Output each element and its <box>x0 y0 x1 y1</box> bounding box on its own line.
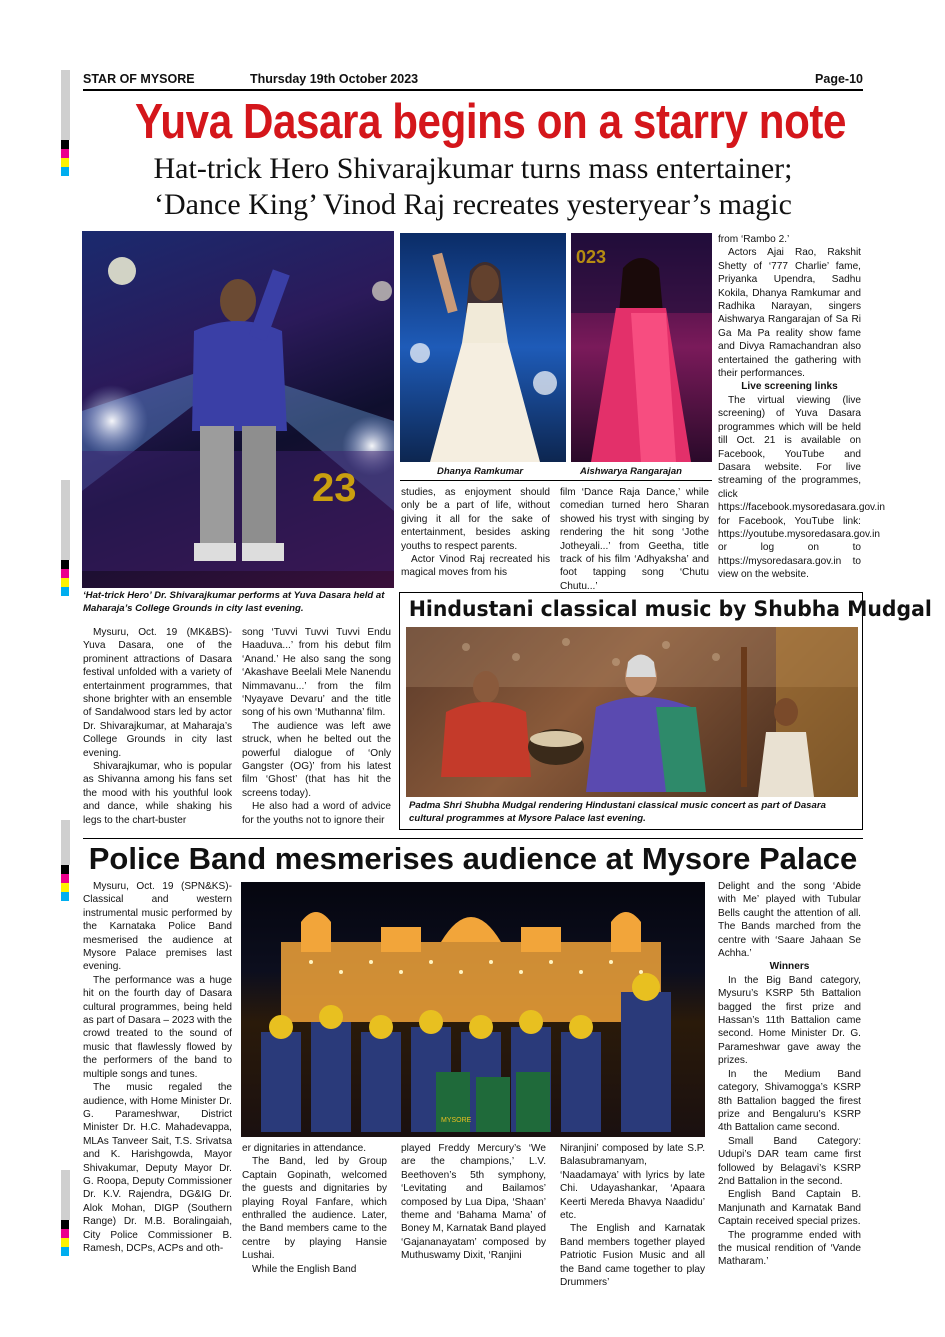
story1-col3-p2: Actor Vinod Raj recreated his magical moves from his <box>401 554 550 579</box>
story1-col5-p3: The virtual viewing (live screening) of Yuva Dasara programmes which will be held till Oct. 21 is available on Facebook, YouTube and Dasara website. For live streaming of the programmes, click https://facebook.mysoredasara.gov.in for Facebook, YouTube link: https://youtube.mysoredasara.gov.in or log on to https://mysoredasara.gov.in to view on the website. <box>718 394 886 581</box>
caption-dhanya: Dhanya Ramkumar <box>437 466 524 477</box>
story3-col5-p5: English Band Captain B. Manjunath and Karnatak Band Captain received special prizes. <box>718 1189 861 1228</box>
paper-name: STAR OF MYSORE <box>83 72 195 86</box>
photo-caption-bar <box>400 465 712 479</box>
registration-mark-top <box>61 140 69 176</box>
winners-subhead: Winners <box>769 961 810 973</box>
story3-col5-p3: In the Medium Band category, Shivamogga’s KSRP 8th Battalion bagged the firest prize and Bengaluru’s KSRP 4th Battalion came second. <box>718 1068 861 1134</box>
registration-mark-bottom <box>61 1220 69 1256</box>
story1-col4-p1: film ‘Dance Raja Dance,’ while comedian turned hero Sharan showed his tryst with singing by rendering the hit song ‘Jothe Jotheyali...’ from Geetha, title track of his film ‘Adhyaksha’ and foot tapping song ‘Chutu Chutu...’ <box>560 487 709 592</box>
story3-col4 <box>560 1142 705 1289</box>
drum-text: MYSORE <box>441 1117 472 1124</box>
shivarajkumar-caption: ‘Hat-trick Hero’ Dr. Shivarajkumar performs at Yuva Dasara held at Maharaja’s College Grounds in city last evening. <box>83 590 385 614</box>
story1-col3-p1: studies, as enjoyment should only be a part of life, without giving it all for the sake of entertainment, besides asking youths to respect parents. <box>401 487 550 552</box>
story3-col5-p1: Delight and the song ‘Abide with Me’ played with Tubular Bells caught the attention of all. The Bands marched from the centre with ‘Saare Jahaan Se Achha.’ <box>718 881 861 960</box>
issue-date: Thursday 19th October 2023 <box>250 72 419 86</box>
story3-col2 <box>242 1142 387 1276</box>
shubha-mudgal-caption: Padma Shri Shubha Mudgal rendering Hindustani classical music concert as part of Dasara cultural programmes at Mysore Palace last evening. <box>409 800 826 824</box>
story3-col5-p6: The programme ended with the musical rendition of ‘Vande Matharam.’ <box>718 1229 861 1268</box>
left-grey-bar-bottom <box>61 1170 70 1220</box>
shivarajkumar-photo <box>82 231 394 588</box>
story1-col5 <box>718 233 886 582</box>
story3-col2-p1: er dignitaries in attendance. <box>242 1143 367 1154</box>
masthead-rule <box>83 89 863 91</box>
story1-headline: Yuva Dasara begins on a starry note <box>135 95 847 149</box>
story1-deck-line1: Hat-trick Hero Shivarajkumar turns mass entertainer; <box>153 152 793 185</box>
dhanya-ramkumar-photo <box>400 233 566 462</box>
story3-col5 <box>718 880 861 1269</box>
police-band-photo <box>241 882 705 1137</box>
registration-mark-lower <box>61 865 69 901</box>
story3-headline: Police Band mesmerises audience at Mysore Palace <box>88 841 858 876</box>
story1-col2-p3: He also had a word of advice for the youths not to ignore their <box>242 801 391 826</box>
story1-deck-line2: ‘Dance King’ Vinod Raj recreates yesteryear’s magic <box>154 188 792 221</box>
story3-col3 <box>401 1142 546 1263</box>
story3-col2-p3: While the English Band <box>252 1263 357 1275</box>
story1-col5-p2: Actors Ajai Rao, Rakshit Shetty of ‘777 Charlie’ fame, Priyanka Upendra, Sadhu Kokila, Dhanya Ramkumar and Radhika Narayan, singers Aishwarya Rangarajan of Sa Ri Ga Ma Pa reality show fame and Divya Ramachandran also entertained the gathering with their performances. <box>718 247 861 380</box>
story3-col1-p1: Mysuru, Oct. 19 (SPN&KS)- Classical and western instrumental music performed by the Karnataka Police Band mesmerised the audience at Mysore Palace premises last evening. <box>83 881 232 973</box>
story3-col3-p1: played Freddy Mercury’s ‘We are the champions,’ L.V. Beethoven’s 5th symphony, ‘Levitating and Bailamos’ composed by Lua Dipa, ‘Shaan’ theme and ‘Bahama Mama’ of Boney M, Karnatak Band played ‘Gajananayatam’ composed by Muthuswamy Dixit, ‘Ranjini <box>401 1143 546 1262</box>
story1-col1-p1: Mysuru, Oct. 19 (MK&BS)- Yuva Dasara, one of the prominent attractions of Dasara festival unfolded with a variety of entertainment programmes, that shone brighter with an ensemble of Sandalwood stars led by actor Dr. Shivarajkumar, at Maharaja’s College Grounds in city last evening. <box>83 627 232 759</box>
story1-col2 <box>242 626 391 827</box>
story1-col3 <box>401 486 550 580</box>
shubha-mudgal-photo <box>406 627 858 797</box>
story3-col1-p2: The performance was a huge hit on the fourth day of Dasara cultural programmes, being held as part of Dasara – 2023 with the crowd treated to the sound of music that flawlessly flowed by the performers of the band to multiple songs and tunes. <box>83 974 232 1080</box>
aishwarya-rangarajan-photo <box>571 233 712 462</box>
story3-col5-p4: Small Band Category: Udupi’s DAR team came first followed by Belagavi’s KSRP 2nd Battalion in the second. <box>718 1135 861 1187</box>
story1-col1-p2: Shivarajkumar, who is popular as Shivanna among his fans set the mood with his youthful look and dance, while shaking his legs to the chart-buster <box>83 761 232 826</box>
caption-aishwarya: Aishwarya Rangarajan <box>580 466 682 477</box>
story1-col5-p1: from ‘Rambo 2.’ <box>718 234 790 245</box>
masthead <box>83 72 863 88</box>
live-screening-subhead: Live screening links <box>741 381 838 393</box>
svg-text:023: 023 <box>576 247 607 267</box>
left-grey-bar-lower <box>61 820 70 865</box>
story3-col5-p2: In the Big Band category, Mysuru’s KSRP 5th Battalion bagged the first prize and Hassan’s 11th Battalion came second. Home Minister Dr. G. Parameshwar gave away the prizes. <box>718 974 861 1067</box>
left-grey-bar-top <box>61 70 70 140</box>
registration-mark-mid <box>61 560 69 596</box>
page-number: Page-10 <box>815 72 863 86</box>
story3-col4-p1: Niranjini’ composed by late S.P. Balasubramanyam, ‘Naadamaya’ with lyrics by late Chi. Udayashankar, ‘Apaara Keerti Mereda Bhavya Naadidu’ etc. <box>560 1143 705 1222</box>
story3-col4-p2: The English and Karnatak Band members together played Patriotic Fusion Music and all the Band came together to play Drummers’ <box>560 1223 705 1289</box>
caption-bar-rule <box>400 480 712 481</box>
story1-col2-p2: The audience was left awe struck, when he belted out the powerful dialogue of ‘Only Gangster (OG)’ from his latest film ‘Ghost’ (that has hit the screens today). <box>242 720 391 799</box>
story3-col1 <box>83 880 232 1255</box>
svg-text:23: 23 <box>312 466 357 510</box>
story3-col2-p2: The Band, led by Group Captain Gopinath, welcomed the guests and dignitaries by playing Royal Fanfare, which enthralled the audience. Later, the Band members came to the centre by playing Hansie Lushai. <box>242 1156 387 1262</box>
story2-headline: Hindustani classical music by Shubha Mudgal <box>408 597 932 621</box>
left-grey-bar-mid <box>61 480 70 560</box>
story3-col1-p3: The music regaled the audience, with Home Minister Dr. G. Parameshwar, District Minister Dr. H.C. Mahadevappa, MLAs Tanveer Sait, T.S. Srivatsa and K. Harishgowda, Mayor Shivakumar, Deputy Mayor Dr. G. Roopa, Deputy Commissioner Dr. K.V. Rajendra, DG&IG Dr. Alok Mohan, DIGP (Southern Range) Dr. M.B. Boralingaiah, City Police Commissioner B. Ramesh, DCPs, ACPs and oth- <box>83 1082 232 1254</box>
story1-col2-p1: song ‘Tuvvi Tuvvi Tuvvi Endu Haaduva...’ from his debut film ‘Anand.’ He also sang the song ‘Akashave Beelali Mele Nanendu Nimmavanu...’ from the film ‘Nyayave Devaru’ and the title song of his own ‘Muthanna’ film. <box>242 627 391 719</box>
story1-col4 <box>560 486 709 593</box>
story1-col1 <box>83 626 232 827</box>
